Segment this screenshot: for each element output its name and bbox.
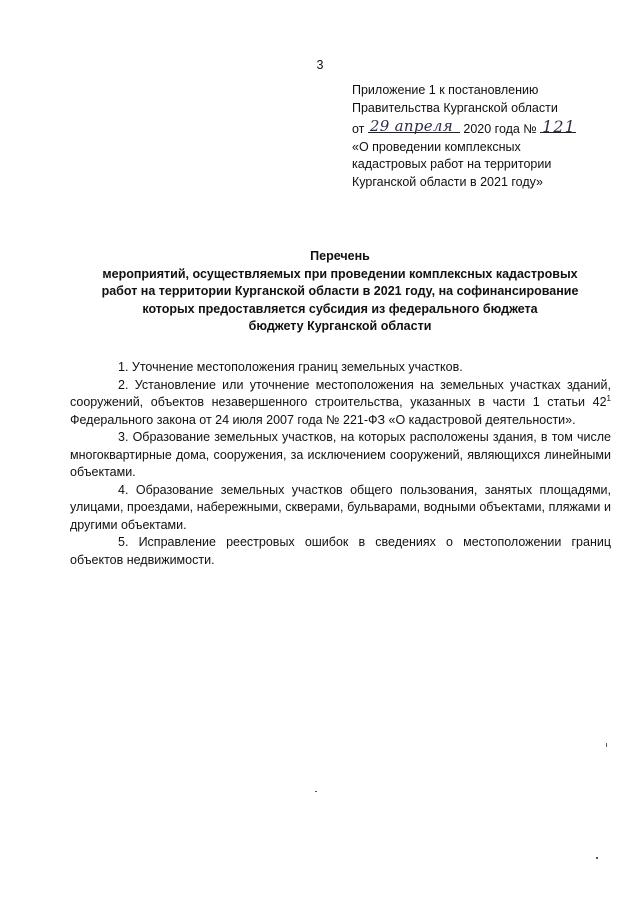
date-blank bbox=[368, 117, 460, 133]
scan-speck bbox=[315, 791, 317, 792]
heading-line-2: работ на территории Курганской области в 2021 году, на софинансирование bbox=[101, 284, 579, 298]
scan-speck bbox=[606, 743, 607, 747]
list-item-4 bbox=[70, 482, 611, 535]
year-text: 2020 года № bbox=[463, 122, 537, 136]
list-item-3-text: 3. Образование земельных участков, на которых расположены здания, в том числе многоквартирные дома, сооружения, за исключением сооружений, являющихся линейными объектами. bbox=[70, 430, 611, 479]
number-blank bbox=[540, 116, 576, 136]
heading-line-3: которых предоставляется субсидия из федерального бюджета bbox=[142, 301, 538, 316]
list-item-1-text: 1. Уточнение местоположения границ земельных участков. bbox=[118, 360, 463, 374]
appendix-title-line-1: «О проведении комплексных bbox=[352, 139, 521, 154]
appendix-line-2: Правительства Курганской области bbox=[352, 100, 558, 115]
heading-line-4: бюджету Курганской области bbox=[248, 319, 432, 333]
list-item-2-text-b: Федерального закона от 24 июля 2007 года № 221-ФЗ «О кадастровой деятельности». bbox=[70, 412, 576, 427]
document-heading bbox=[60, 248, 620, 336]
heading-title: Перечень bbox=[310, 249, 370, 263]
appendix-title-line-2: кадастровых работ на территории bbox=[352, 157, 552, 171]
appendix-block bbox=[352, 82, 622, 191]
appendix-date-line bbox=[352, 117, 622, 139]
handwritten-date: 29 апреля bbox=[369, 116, 454, 135]
list-item-1 bbox=[70, 359, 611, 377]
list-item-2-text-a: 2. Установление или уточнение местоположения на земельных участках зданий, сооружений, объектов незавершенного строительства, указанных в части 1 статьи 42 bbox=[70, 377, 611, 409]
date-prefix: от bbox=[352, 122, 365, 136]
appendix-title-line-3: Курганской области в 2021 году» bbox=[352, 174, 543, 189]
list-item-3 bbox=[70, 429, 611, 482]
scan-speck bbox=[596, 857, 598, 859]
list-item-5 bbox=[70, 534, 611, 569]
list-item-2 bbox=[70, 377, 611, 430]
handwritten-number: 121 bbox=[542, 116, 576, 136]
page-number: 3 bbox=[316, 58, 324, 72]
list-body bbox=[70, 359, 611, 569]
list-item-5-text: 5. Исправление реестровых ошибок в сведениях о местоположении границ объектов недвижимости. bbox=[70, 535, 611, 567]
list-item-4-text: 4. Образование земельных участков общего пользования, занятых площадями, улицами, проездами, набережными, скверами, бульварами, водными объектами, пляжами и другими объектами. bbox=[70, 482, 611, 532]
superscript-one: 1 bbox=[606, 393, 611, 403]
appendix-line-1: Приложение 1 к постановлению bbox=[352, 83, 539, 97]
heading-line-1: мероприятий, осуществляемых при проведении комплексных кадастровых bbox=[102, 266, 578, 281]
